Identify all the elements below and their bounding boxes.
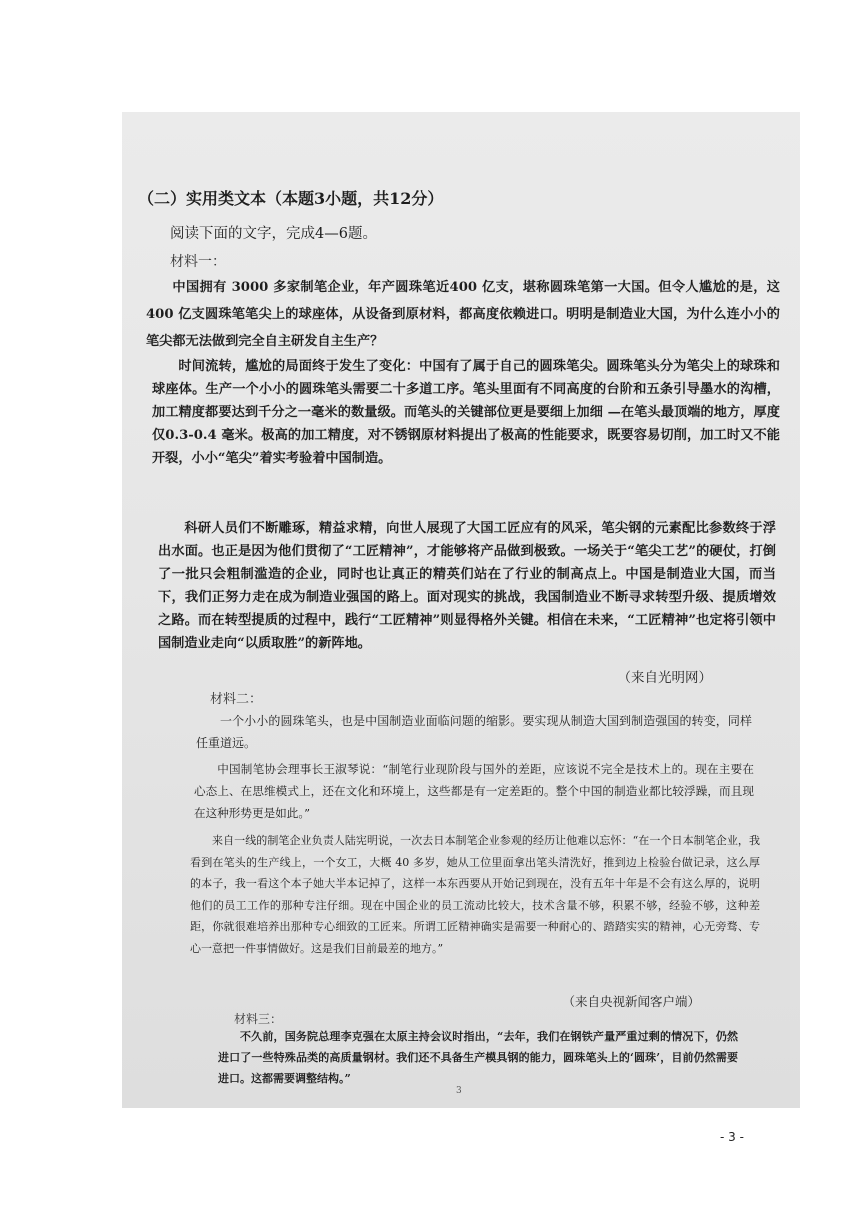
scanned-page-photo bbox=[122, 112, 800, 1108]
material3-label: 材料三： bbox=[234, 1012, 283, 1026]
material3-paragraph-1: 不久前，国务院总理李克强在太原主持会议时指出，“去年，我们在钢铁产量严重过剩的情况下，仍然进口了一些特殊品类的高质量钢材。我们还不具备生产模具钢的能力，圆珠笔头上的‘圆珠’，目前仍然需要进口。这都需要调整结构。” bbox=[218, 1030, 738, 1085]
inner-page-number: 3 bbox=[456, 1086, 462, 1096]
material2-paragraph-1: 一个小小的圆珠笔头，也是中国制造业面临问题的缩影。要实现从制造大国到制造强国的转变，同样任重道远。 bbox=[196, 714, 752, 750]
page-number: - 3 - bbox=[720, 1130, 744, 1144]
material1-paragraph-3: 科研人员们不断雕琢，精益求精，向世人展现了大国工匠应有的风采，笔尖钢的元素配比参数终于浮出水面。也正是因为他们贯彻了“工匠精神”，才能够将产品做到极致。一场关于“笔尖工艺”的硬仗，打倒了一批只会粗制滥造的企业，同时也让真正的精英们站在了行业的制高点上。中国是制造业大国，而当下，我们正努力走在成为制造业强国的路上。面对现实的挑战，我国制造业不断寻求转型升级、提质增效之路。而在转型提质的过程中，践行“工匠精神”则显得格外关键。相信在未来，“工匠精神”也定将引领中国制造业走向“以质取胜”的新阵地。 bbox=[158, 521, 776, 651]
section-title: （二）实用类文本（本题3小题，共12分） bbox=[138, 189, 444, 208]
material1-paragraph-1: 中国拥有 3000 多家制笔企业，年产圆珠笔近400 亿支，堪称圆珠笔第一大国。但令人尴尬的是，这400 亿支圆珠笔笔尖上的球座体，从设备到原材料，都高度依赖进口。明明是制造业大国，为什么连小小的笔尖都无法做到完全自主研发自主生产？ bbox=[146, 280, 780, 349]
material2-paragraph-2: 中国制笔协会理事长王淑琴说：“制笔行业现阶段与国外的差距，应该说不完全是技术上的。现在主要在心态上、在思维模式上，还在文化和环境上，这些都是有一定差距的。整个中国的制造业都比较浮躁，而且现在这种形势更是如此。” bbox=[194, 762, 754, 820]
material2-paragraph-3: 来自一线的制笔企业负责人陆宪明说，一次去日本制笔企业参观的经历让他难以忘怀：“在一个日本制笔企业，我看到在笔头的生产线上，一个女工，大概 40 多岁，她从工位里面拿出笔头清洗好，推到边上检验台做记录，这么厚的本子，我一看这个本子她大半本记掉了，这样一本东西要从开始记到现在，没有五年十年是不会有这么厚的，说明他们的员工工作的那种专注仔细。现在中国企业的员工流动比较大，技术含量不够，积累不够，经验不够，这种差距，你就很难培养出那种专心细致的工匠来。所谓工匠精神确实是需要一种耐心的、踏踏实实的精神，心无旁骛、专心一意把一件事情做好。这是我们目前最差的地方。” bbox=[190, 834, 760, 955]
material2-source: （来自央视新闻客户端） bbox=[562, 994, 700, 1009]
material1-paragraph-2: 时间流转，尴尬的局面终于发生了变化：中国有了属于自己的圆珠笔尖。圆珠笔头分为笔尖上的球珠和球座体。生产一个小小的圆珠笔头需要二十多道工序。笔头里面有不同高度的台阶和五条引导墨水的沟槽，加工精度都要达到千分之一毫米的数量级。而笔头的关键部位更是要细上加细 —在笔头最顶端的地方，厚度仅0.3-0.4 毫米。极高的加工精度，对不锈钢原材料提出了极高的性能要求，既要容易切削，加工时又不能开裂，小小“笔尖”着实考验着中国制造。 bbox=[152, 359, 780, 466]
material2-label: 材料二： bbox=[210, 692, 263, 707]
material1-source: （来自光明网） bbox=[617, 670, 712, 686]
instruction: 阅读下面的文字，完成4—6题。 bbox=[170, 226, 377, 242]
material1-label: 材料一： bbox=[170, 254, 226, 270]
